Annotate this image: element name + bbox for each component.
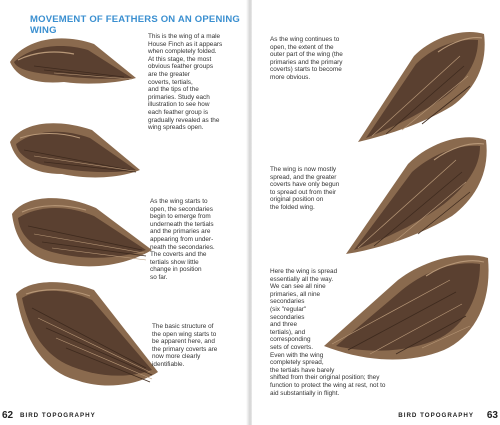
wing-illustration-folded [4,22,140,104]
right-page [252,0,500,425]
left-page [0,0,248,425]
page-number-left: 62 [2,410,14,421]
page-title: MOVEMENT OF FEATHERS ON AN OPENING WING [30,14,241,36]
wing-illustration-stage-3 [4,190,154,280]
caption-wing-continues-to-open: As the wing continues to open, the extent of the outer part of the wing (the primaries and the primary coverts) starts to become more obvious. [270,36,343,81]
running-footer-left: BIRD TOPOGRAPHY [20,412,96,419]
running-footer-right: BIRD TOPOGRAPHY [398,412,474,419]
wing-illustration-stage-2 [4,108,144,192]
caption-wing-fully-spread: Here the wing is spread essentially all the way. We can see all nine primaries, all nine secondaries (six "regular" secondaries and three tertials), and corresponding sets of coverts. Even with the wing completely spread, the tertials have barely shifted from their original position; they function to protect the wing at rest, not to aid substantially in flight. [270,268,386,397]
caption-basic-structure: The basic structure of the open wing starts to be apparent here, and the primary coverts are now more clearly identifiable. [152,323,218,368]
wing-illustration-stage-4 [10,276,160,394]
caption-wing-starts-to-open: As the wing starts to open, the secondaries begin to emerge from underneath the tertials and the primaries are appearing from under- neath the secondaries. The coverts and the tertials show little change in position so far. [150,198,215,281]
caption-wing-mostly-spread: The wing is now mostly spread, and the greater coverts have only begun to spread out from their original position on the folded wing. [270,166,340,211]
caption-folded-wing: This is the wing of a male House Finch as it appears when completely folded. At this stage, the most obvious feather groups are the greater coverts, tertials, and the tips of the primaries. Study each illustration to see how each feather group is gradually revealed as the wing spreads open. [148,33,223,132]
page-number-right: 63 [486,410,498,421]
